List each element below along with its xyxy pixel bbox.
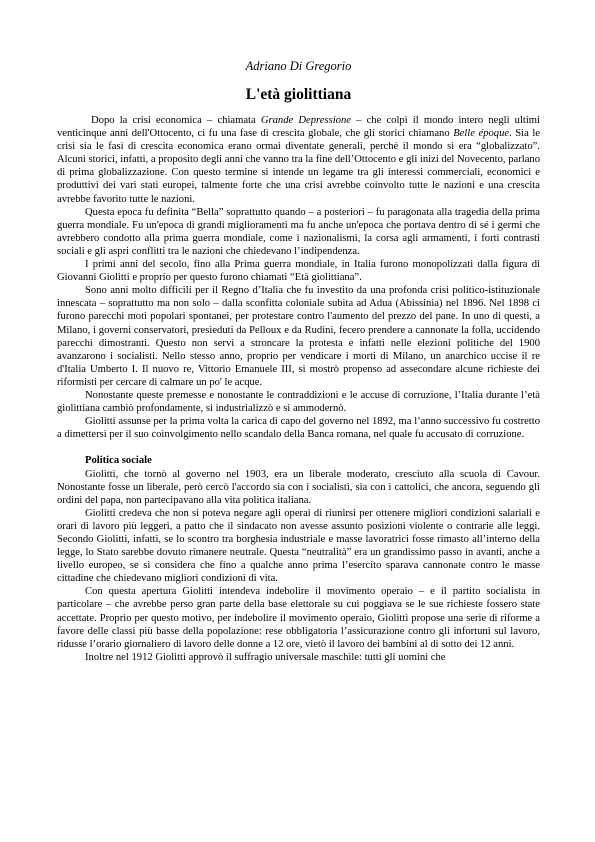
paragraph-primo-governo: Giolitti assunse per la prima volta la carica di capo del governo nel 1892, ma l’anno successivo fu costretto a dimettersi per il suo coinvolgimento nello scandalo della Banca romana, nel quale fu accusato di corruzione.	[57, 416, 540, 441]
section-heading: Politica sociale	[85, 455, 152, 467]
paragraph-cambiamento: Nonostante queste premesse e nonostante le contraddizioni e le accuse di corruzione, l’Italia durante l’età giolittiana cambiò profondamente, si industrializzò e si ammodernò.	[57, 389, 540, 415]
paragraph-spacer	[57, 441, 540, 454]
paragraph-bella-epoca: Questa epoca fu definita “Bella” soprattutto quando – a posteriori – fu paragonata alla tragedia della prima guerra mondiale. Fu un'epoca di grandi miglioramenti ma fu anche un'epoca che portava dentro di sé i germi che avrebbero condotto alla prima guerra mondiale, come i nazionalismi, la corsa agli armamenti, i forti contrasti sociali e gli aspri conflitti tra le nazioni che chiedevano l’indipendenza.	[57, 206, 540, 257]
paragraph-giolitti-era: I primi anni del secolo, fino alla Prima guerra mondiale, in Italia furono monopolizzati dalla figura di Giovanni Giolitti e proprio per questo furono chiamati “Età giolittiana”.	[57, 259, 540, 284]
paragraph-intro-text-c: . Sia le crisi sia le fasi di crescita economica erano ormai diventate generali, perché il mondo si era “globalizzato”. Alcuni storici, infatti, a proposito degli anni che vanno tra la fine dell’Ottocento e gli inizi del Novecento, parlano di prima globalizzazione. Con questo termine si intende un legame tra gli interessi commerciali, economici e produttivi dei vari stati europei, talmente forte che una crisi avrebbe coinvolto tutte le nazioni e una crescita avrebbe favorito tutte le nazioni.	[57, 128, 540, 205]
paragraph-intro	[57, 114, 540, 206]
term-belle-epoque: Belle époque	[453, 128, 510, 140]
paragraph-intro-text-a: Dopo la crisi economica – chiamata	[91, 115, 261, 126]
paragraph-ritorno-governo: Giolitti, che tornò al governo nel 1903, era un liberale moderato, cresciuto alla scuola di Cavour. Nonostante fosse un liberale, però cercò l'accordo sia con i socialisti, sia con i cattolici, che ancora, seguendo gli ordini del papa, non partecipavano alla vita politica italiana.	[57, 468, 540, 506]
paragraph-riforme: Con questa apertura Giolitti intendeva indebolire il movimento operaio – e il partito socialista in particolare – che avrebbe perso gran parte della base elettorale su cui poggiava se le sue richieste fossero state accettate. Proprio per questo motivo, per indebolire il movimento operaio, Giolitti propose una serie di riforme a favore delle classi più basse della popolazione: rese obbligatoria l’assicurazione contro gli infortuni sul lavoro, ridusse l’orario giornaliero di lavoro delle donne a 12 ore, vietò il lavoro dei bambini al di sotto dei 12 anni.	[57, 586, 540, 650]
paragraph-crisi-politica: Sono anni molto difficili per il Regno d’Italia che fu investito da una profonda crisi politico-istituzionale innescata – soprattutto ma non solo – dalla sconfitta coloniale subita ad Adua (Abissinia) nel 1896. Nel 1898 ci furono parecchi moti popolari spontanei, per protestare contro l'aumento del prezzo del pane. In uno di questi, a Milano, i governi conservatori, presieduti da Pelloux e da Rudinì, fecero prendere a cannonate la folla, uccidendo parecchi dimostranti. Questo non servì a stroncare la protesta e infatti nelle elezioni politiche del 1900 avanzarono i socialisti. Nello stesso anno, proprio per vendicare i morti di Milano, un anarchico uccise il re d'Italia Umberto I. Il nuovo re, Vittorio Emanuele III, si mostrò propenso ad assecondare alcune richieste dei riformisti per cercare di calmare un po' le acque.	[57, 285, 540, 388]
document-body	[57, 114, 540, 664]
paragraph-sindacati: Giolitti credeva che non si poteva negare agli operai di riunirsi per ottenere migliori condizioni salariali e orari di lavoro più leggeri, a patto che il sindacato non avesse assunto posizioni violente o contrarie alle leggi. Secondo Giolitti, infatti, se lo scontro tra borghesia industriale e masse lavoratrici fosse rimasto all’interno della legge, lo Stato sarebbe dovuto rimanere neutrale. Questa “neutralità” era un grandissimo passo in avanti, anche a livello europeo, se si considera che fino a qualche anno prima l’esercito sparava cannonate contro le masse cittadine che chiedevano migliori condizioni di vita.	[57, 507, 540, 585]
paragraph-intro-text-b: – che colpì il mondo intero negli ultimi venticinque anni dell'Ottocento, ci fu una fase di crescita globale, che gli storici chiamano	[57, 115, 540, 140]
author-name: Adriano Di Gregorio	[245, 59, 352, 73]
term-grande-depressione: Grande Depressione	[260, 115, 351, 126]
document-title: L'età giolittiana	[245, 86, 352, 103]
paragraph-suffragio: Inoltre nel 1912 Giolitti approvò il suffragio universale maschile: tutti gli uomini che	[85, 651, 446, 663]
